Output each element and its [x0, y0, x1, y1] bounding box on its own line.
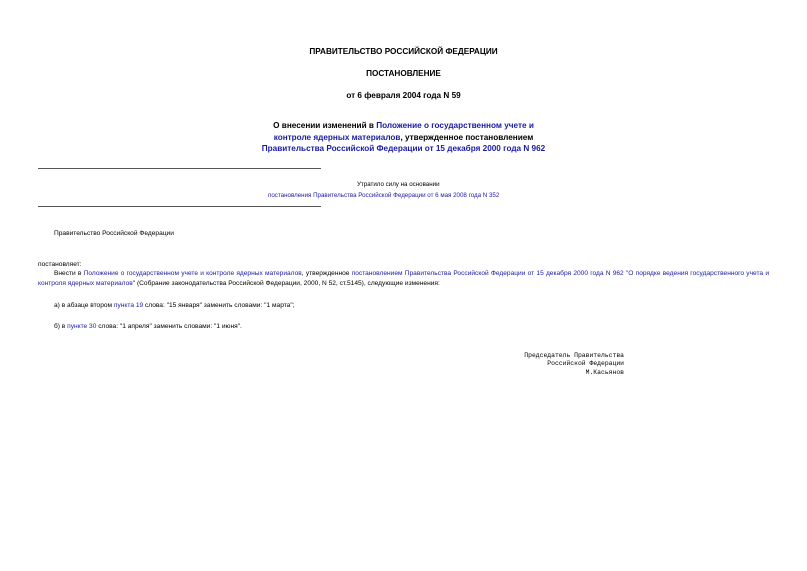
item-a-text-1: а) в абзаце втором — [54, 302, 114, 309]
decides-text: постановляет: — [38, 261, 82, 268]
document-title — [0, 120, 807, 155]
item-b-link-point-30[interactable]: пункте 30 — [67, 323, 97, 330]
p1-quote-open: " — [623, 270, 629, 277]
title-middle: , утвержденное постановлением — [400, 132, 534, 142]
title-link-regulation[interactable]: Положение о государственном учете и — [376, 121, 534, 130]
title-link-regulation-cont[interactable]: контроле ядерных материалов — [273, 132, 401, 142]
issuer-text: Правительство Российской Федерации — [54, 230, 174, 237]
item-a — [54, 301, 295, 311]
divider-top — [38, 168, 321, 169]
item-b — [54, 322, 242, 332]
title-prefix: О внесении изменений в — [273, 121, 377, 130]
document-date-number: от 6 февраля 2004 года N 59 — [346, 91, 461, 100]
main-paragraph — [38, 269, 769, 289]
p1-text-d: " (Собрание законодательства Российской Федерации, 2000, N 52, ст.5145), следующие изменения: — [132, 280, 440, 287]
item-a-text-2: слова: "15 января" заменить словами: "1 марта"; — [143, 302, 295, 309]
signature-position: Председатель Правительства — [524, 352, 624, 359]
document-type: ПОСТАНОВЛЕНИЕ — [366, 69, 441, 78]
divider-bottom — [38, 206, 321, 207]
item-b-text-2: слова: "1 апреля" заменить словами: "1 июня". — [96, 323, 242, 330]
p1-link-procedure[interactable]: О порядке ведения государственного учета и контроля ядерных материалов — [38, 270, 769, 287]
p1-link-regulation[interactable]: Положение о государственном учете и контроле ядерных материалов — [83, 270, 302, 277]
signature-country: Российской Федерации — [547, 360, 624, 368]
signature-block — [440, 352, 624, 377]
title-link-resolution[interactable]: Правительства Российской Федерации от 15 декабря 2000 года N 962 — [261, 144, 546, 153]
status-link-repeal[interactable]: постановления Правительства Российской Федерации от 6 мая 2008 года N 352 — [268, 192, 500, 199]
item-b-text-1: б) в — [54, 323, 68, 330]
signature-name: М.Касьянов — [585, 368, 624, 376]
government-header: ПРАВИТЕЛЬСТВО РОССИЙСКОЙ ФЕДЕРАЦИИ — [309, 47, 498, 56]
p1-link-resolution[interactable]: постановлением Правительства Российской Федерации от 15 декабря 2000 года N 962 — [351, 270, 624, 277]
status-text: Утратило силу на основании — [357, 181, 440, 188]
p1-text-b: , утвержденное — [301, 270, 352, 277]
p1-text-a: Внести в — [54, 270, 84, 277]
item-a-link-point-19[interactable]: пункта 19 — [113, 302, 144, 309]
